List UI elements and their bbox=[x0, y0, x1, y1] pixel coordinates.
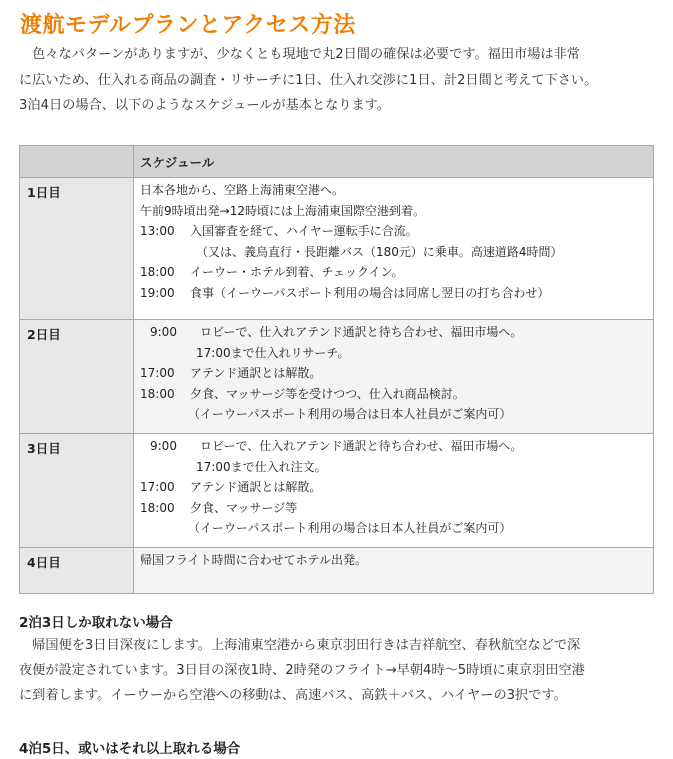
day-cell: 2日目 bbox=[20, 320, 134, 434]
schedule-line bbox=[140, 322, 653, 343]
intro-line: に広いため、仕入れる商品の調査・リサーチに1日、仕入れ交渉に1日、計2日間と考えて下さい。 bbox=[19, 72, 598, 88]
schedule-text: 夕食、マッサージ等 bbox=[190, 500, 298, 515]
table-row bbox=[20, 320, 654, 434]
schedule-text: （イーウーパスポート利用の場合は日本人社員がご案内可） bbox=[188, 521, 512, 535]
schedule-time: 17:00 bbox=[140, 366, 175, 380]
schedule-table bbox=[19, 145, 654, 594]
schedule-line bbox=[140, 201, 653, 222]
day-cell: 3日目 bbox=[20, 434, 134, 548]
schedule-time: 17:00 bbox=[140, 480, 175, 494]
paragraph-line: に到着します。イーウーから空港への移動は、高速バス、高鉄＋バス、ハイヤーの3択です。 bbox=[19, 688, 567, 703]
schedule-line bbox=[140, 363, 653, 384]
schedule-cell bbox=[134, 548, 654, 594]
schedule-time: 18:00 bbox=[140, 386, 175, 401]
schedule-text: ロビーで、仕入れアテンド通訳と待ち合わせ、福田市場へ。 bbox=[200, 439, 523, 453]
schedule-line bbox=[140, 180, 653, 201]
schedule-text: （イーウーパスポート利用の場合は日本人社員がご案内可） bbox=[188, 407, 512, 421]
schedule-cell bbox=[134, 178, 654, 320]
header-day bbox=[20, 146, 134, 178]
schedule-text: ロビーで、仕入れアテンド通訳と待ち合わせ、福田市場へ。 bbox=[200, 325, 523, 339]
schedule-text: 夕食、マッサージ等を受けつつ、仕入れ商品検討。 bbox=[190, 386, 465, 401]
schedule-text: イーウー・ホテル到着、チェックイン。 bbox=[190, 265, 404, 279]
schedule-time: 18:00 bbox=[140, 500, 175, 515]
schedule-line bbox=[140, 436, 653, 457]
header-schedule: スケジュール bbox=[134, 146, 654, 178]
section-heading-4n5d: 4泊5日、或いはそれ以上取れる場合 bbox=[19, 741, 241, 757]
schedule-text: （又は、義烏直行・長距離バス（180元）に乗車。高速道路4時間） bbox=[196, 244, 563, 259]
paragraph-line: 夜便が設定されています。3日目の深夜1時、2時発のフライト→早朝4時～5時頃に東京羽田空港 bbox=[19, 663, 585, 678]
table-row bbox=[20, 434, 654, 548]
schedule-line bbox=[140, 242, 653, 263]
schedule-line bbox=[140, 498, 653, 519]
table-header-row bbox=[20, 146, 654, 178]
intro-paragraph bbox=[19, 42, 659, 119]
schedule-line bbox=[140, 550, 653, 571]
schedule-line bbox=[140, 221, 653, 242]
schedule-text: アテンド通訳とは解散。 bbox=[190, 480, 322, 494]
schedule-text: 日本各地から、空路上海浦東空港へ。 bbox=[140, 183, 345, 197]
schedule-text: アテンド通訳とは解散。 bbox=[190, 366, 322, 380]
schedule-time: 13:00 bbox=[140, 224, 175, 238]
schedule-time: 9:00 bbox=[150, 325, 177, 339]
intro-line: 色々なパターンがありますが、少なくとも現地で丸2日間の確保は必要です。福田市場は非常 bbox=[19, 47, 580, 62]
day-cell: 4日目 bbox=[20, 548, 134, 594]
table-row bbox=[20, 178, 654, 320]
day-cell: 1日目 bbox=[20, 178, 134, 320]
schedule-line bbox=[140, 283, 653, 304]
schedule-time: 9:00 bbox=[150, 439, 177, 453]
section-heading-2n3d: 2泊3日しか取れない場合 bbox=[19, 615, 173, 631]
schedule-line bbox=[140, 404, 653, 425]
schedule-text: 午前9時頃出発→12時頃には上海浦東国際空港到着。 bbox=[140, 203, 425, 218]
section-paragraph-2n3d bbox=[19, 633, 659, 708]
schedule-text: 17:00まで仕入れリサーチ。 bbox=[196, 345, 350, 360]
schedule-text: 入国審査を経て、ハイヤー運転手に合流。 bbox=[190, 224, 418, 238]
schedule-time: 19:00 bbox=[140, 285, 175, 300]
schedule-line bbox=[140, 384, 653, 405]
schedule-text: 食事（イーウーパスポート利用の場合は同席し翌日の打ち合わせ） bbox=[190, 285, 550, 300]
schedule-cell bbox=[134, 320, 654, 434]
schedule-text: 17:00まで仕入れ注文。 bbox=[196, 459, 327, 474]
schedule-line bbox=[140, 477, 653, 498]
page-title: 渡航モデルプランとアクセス方法 bbox=[20, 13, 356, 38]
paragraph-line: 帰国便を3日目深夜にします。上海浦東空港から東京羽田行きは吉祥航空、春秋航空などで深 bbox=[19, 638, 581, 653]
schedule-line bbox=[140, 457, 653, 478]
schedule-line bbox=[140, 518, 653, 539]
schedule-line bbox=[140, 343, 653, 364]
schedule-text: 帰国フライト時間に合わせてホテル出発。 bbox=[140, 553, 368, 567]
schedule-cell bbox=[134, 434, 654, 548]
schedule-line bbox=[140, 262, 653, 283]
table-row bbox=[20, 548, 654, 594]
schedule-time: 18:00 bbox=[140, 265, 175, 279]
intro-line: 3泊4日の場合、以下のようなスケジュールが基本となります。 bbox=[19, 98, 390, 113]
